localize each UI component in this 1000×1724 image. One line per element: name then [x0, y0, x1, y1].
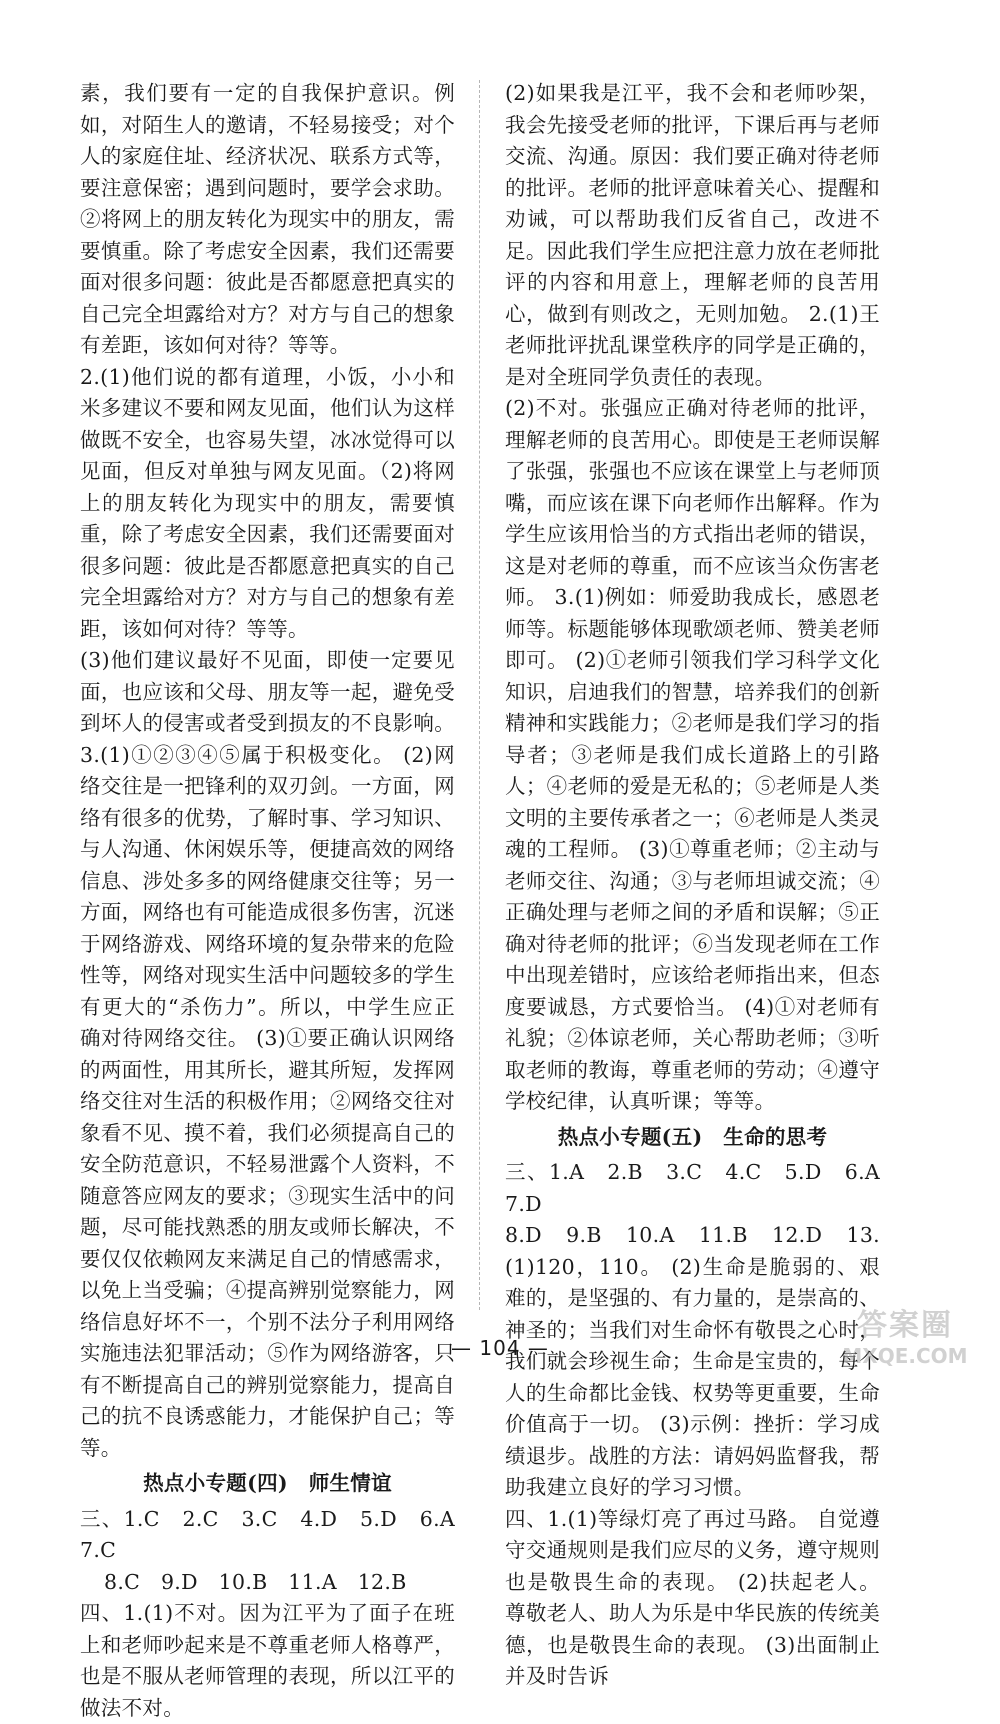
paragraph: 素，我们要有一定的自我保护意识。例如，对陌生人的邀请，不轻易接受；对个人的家庭住址、经济状况、联系方式等，要注意保密；遇到问题时，要学会求助。②将网上的朋友转化为现实中的朋友，需要慎重。除了考虑安全因素，我们还需要面对很多问题：彼此是否都愿意把真实的自己完全坦露给对方？对方与自己的想象有差距，该如何对待？等等。: [80, 81, 455, 357]
paragraph: (2)如果我是江平，我不会和老师吵架，我会先接受老师的批评，下课后再与老师交流、沟通。原因：我们要正确对待老师的批评。老师的批评意味着关心、提醒和劝诫，可以帮助我们反省自己，改进不足。因此我们学生应把注意力放在老师批评的内容和用意上，理解老师的良苦用心，做到有则改之，无则加勉。 2.(1)王老师批评扰乱课堂秩序的同学是正确的，是对全班同学负责任的表现。: [505, 81, 880, 389]
right-column: [505, 78, 901, 1693]
page-number: — 104 —: [451, 1336, 549, 1360]
paragraph: (3)他们建议最好不见面，即使一定要见面，也应该和父母、朋友等一起，避免受到坏人的侵害或者受到损友的不良影响。 3.(1)①②③④⑤属于积极变化。 (2)网络交往是一把锋利的双刃剑。一方面，网络有很多的优势，了解时事、学习知识、与人沟通、休闲娱乐等，便捷高效的网络信息、涉处多多的网络健康交往等；另一方面，网络也有可能造成很多伤害，沉迷于网络游戏、网络环境的复杂带来的危险性等，网络对现实生活中问题较多的学生有更大的“杀伤力”。所以，中学生应正确对待网络交往。 (3)①要正确认识网络的两面性，用其所长，避其所短，发挥网络交往对生活的积极作用；②网络交往对象看不见、摸不着，我们必须提高自己的安全防范意识，不轻易泄露个人资料，不随意答应网友的要求；③现实生活中的问题，尽可能找熟悉的朋友或师长解决，不要仅仅依赖网友来满足自己的情感需求，以免上当受骗；④提高辨别觉察能力，网络信息好坏不一，个别不法分子利用网络实施违法犯罪活动；⑤作为网络游客，只有不断提高自己的辨别觉察能力，提高自己的抗不良诱惑能力，才能保护自己；等等。: [80, 648, 455, 1460]
answer-line: 8.C 9.D 10.B 11.A 12.B: [104, 1569, 407, 1594]
answer-line: 三、1.C 2.C 3.C 4.D 5.D 6.A 7.C: [80, 1506, 476, 1562]
watermark-logo: [830, 1300, 980, 1378]
paragraph: (2)不对。张强应正确对待老师的批评，理解老师的良苦用心。即使是王老师误解了张强，张强也不应该在课堂上与老师顶嘴，而应该在课下向老师作出解释。作为学生应该用恰当的方式指出老师的错误，这是对老师的尊重，而不应该当众伤害老师。 3.(1)例如：师爱助我成长，感恩老师等。标题能够体现歌颂老师、赞美老师即可。 (2)①老师引领我们学习科学文化知识，启迪我们的智慧，培养我们的创新精神和实践能力；②老师是我们学习的指导者；③老师是我们成长道路上的引路人；④老师的爱是无私的；⑤老师是人类文明的主要传承者之一；⑥老师是人类灵魂的工程师。 (3)①尊重老师；②主动与老师交往、沟通；③与老师坦诚交流；④正确处理与老师之间的矛盾和误解；⑤正确对待老师的批评；⑥当发现老师在工作中出现差错时，应该给老师指出来，但态度要诚恳，方式要恰当。 (4)①对老师有礼貌；②体谅老师，关心帮助老师；③听取老师的教诲，尊重老师的劳动；④遵守学校纪律，认真听课；等等。: [505, 396, 880, 1113]
paragraph: 四、1.(1)不对。因为江平为了面子在班上和老师吵起来是不尊重老师人格尊严，也是不服从老师管理的表现，所以江平的做法不对。: [80, 1601, 455, 1720]
answer-line: 三、1.A 2.B 3.C 4.C 5.D 6.A 7.D: [505, 1160, 901, 1216]
watermark-url: MXQE.COM: [842, 1344, 968, 1368]
section-title-4: 热点小专题(四) 师生情谊: [143, 1471, 392, 1495]
left-column: [80, 78, 476, 1724]
paragraph: 8.D 9.B 10.A 11.B 12.D 13.(1)120，110。 (2)生命是脆弱的、艰难的，是坚强的、有力量的，是崇高的、神圣的；当我们对生命怀有敬畏之心时，我们就会珍视生命；生命是宝贵的，每个人的生命都比金钱、权势等更重要，生命价值高于一切。 (3)示例：挫折：学习成绩退步。战胜的方法：请妈妈监督我，帮助我建立良好的学习习惯。: [505, 1223, 880, 1499]
column-divider: [479, 80, 480, 1310]
watermark-text: 答案圈: [857, 1308, 953, 1343]
paragraph: 四、1.(1)等绿灯亮了再过马路。 自觉遵守交通规则是我们应尽的义务，遵守规则也是敬畏生命的表现。 (2)扶起老人。 尊敬老人、助人为乐是中华民族的传统美德，也是敬畏生命的表现。 (3)出面制止并及时告诉: [505, 1506, 880, 1688]
section-title-5: 热点小专题(五) 生命的思考: [557, 1124, 828, 1149]
paragraph: 2.(1)他们说的都有道理，小饭，小小和米多建议不要和网友见面，他们认为这样做既不安全，也容易失望，冰冰觉得可以见面，但反对单独与网友见面。（2)将网上的朋友转化为现实中的朋友，需要慎重，除了考虑安全因素，我们还需要面对很多问题：彼此是否都愿意把真实的自己完全坦露给对方？对方与自己的想象有差距，该如何对待？等等。: [80, 364, 455, 641]
